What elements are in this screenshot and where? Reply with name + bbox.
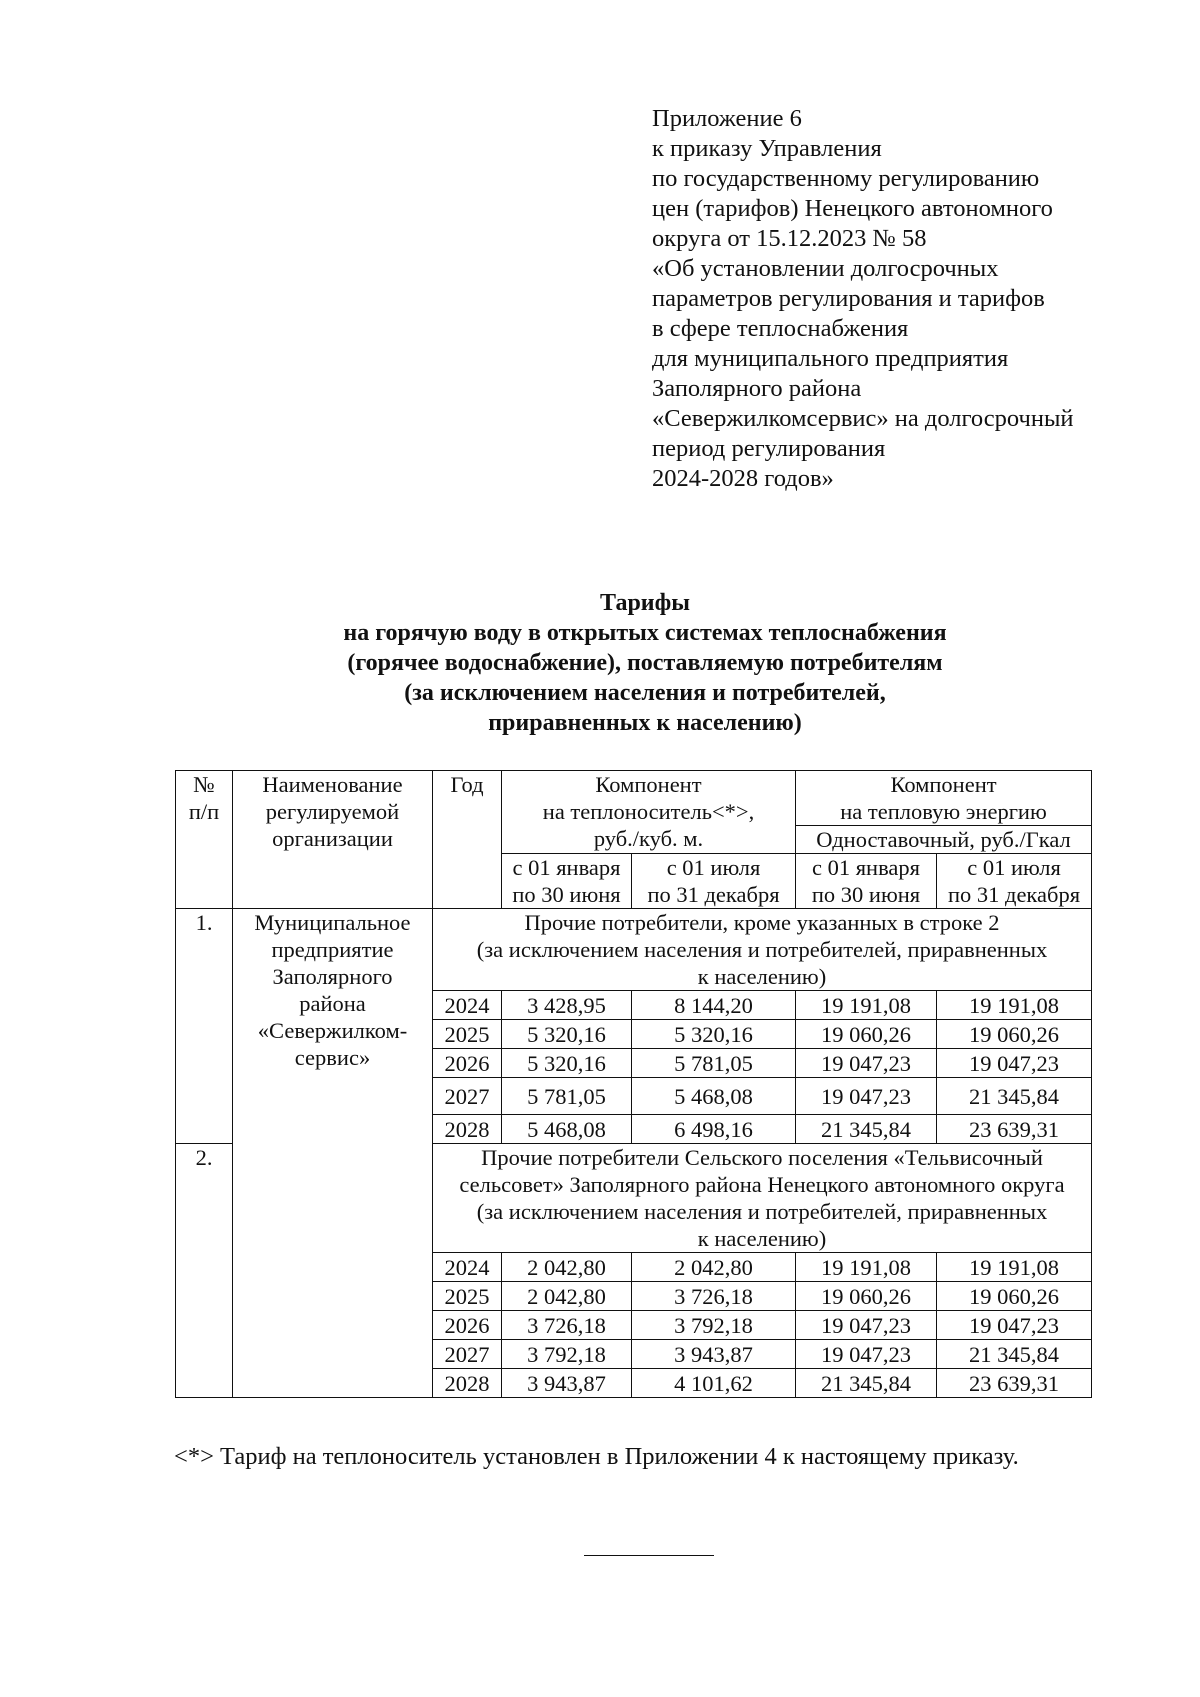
group-row <box>176 909 1092 991</box>
value-cell: 2 042,80 <box>502 1282 632 1311</box>
appendix-line: для муниципального предприятия <box>652 345 1009 372</box>
value-cell: 3 792,18 <box>502 1340 632 1369</box>
header-organization-cell <box>233 771 433 909</box>
appendix-line: «Об установлении долгосрочных <box>652 255 999 282</box>
value-cell: 23 639,31 <box>937 1115 1092 1144</box>
value-cell: 19 047,23 <box>937 1311 1092 1340</box>
value-cell: 19 047,23 <box>796 1311 937 1340</box>
value-cell: 5 320,16 <box>502 1020 632 1049</box>
value-cell: 5 781,05 <box>632 1049 796 1078</box>
appendix-line: параметров регулирования и тарифов <box>652 285 1045 312</box>
header-organization-line: Наименование <box>262 772 403 797</box>
period-line: по 31 декабря <box>947 882 1081 907</box>
end-divider <box>584 1555 714 1556</box>
value-cell: 6 498,16 <box>632 1115 796 1144</box>
description-line: сельсовет» Заполярного района Ненецкого автономного округа <box>459 1172 1065 1197</box>
title-line: Тарифы <box>600 590 690 616</box>
value-cell: 19 060,26 <box>796 1020 937 1049</box>
year-cell: 2027 <box>433 1340 502 1369</box>
value-cell: 3 943,87 <box>502 1369 632 1398</box>
value-cell: 2 042,80 <box>632 1253 796 1282</box>
description-line: к населению) <box>697 1226 827 1251</box>
year-cell: 2024 <box>433 1253 502 1282</box>
value-cell: 21 345,84 <box>796 1115 937 1144</box>
value-cell: 5 320,16 <box>632 1020 796 1049</box>
period-line: по 31 декабря <box>647 882 780 907</box>
value-cell: 8 144,20 <box>632 991 796 1020</box>
header-number-cell <box>176 771 233 909</box>
value-cell: 3 428,95 <box>502 991 632 1020</box>
value-cell: 5 468,08 <box>502 1115 632 1144</box>
year-cell: 2027 <box>433 1078 502 1115</box>
group-description-cell <box>433 1144 1092 1253</box>
period-line: с 01 января <box>512 855 621 880</box>
header-energy-line: Компонент <box>890 772 997 797</box>
value-cell: 19 047,23 <box>796 1340 937 1369</box>
appendix-line: по государственному регулированию <box>652 165 1040 192</box>
value-cell: 21 345,84 <box>796 1369 937 1398</box>
appendix-line: округа от 15.12.2023 № 58 <box>652 225 927 252</box>
group-number-cell: 1. <box>176 909 233 1144</box>
appendix-line: цен (тарифов) Ненецкого автономного <box>652 195 1053 222</box>
title-line: (за исключением населения и потребителей, <box>404 680 886 706</box>
year-cell: 2025 <box>433 1020 502 1049</box>
organization-name-cell <box>233 909 433 1398</box>
header-period-cell <box>937 854 1092 909</box>
title-line: (горячее водоснабжение), поставляемую потребителям <box>347 650 943 676</box>
period-line: с 01 января <box>811 855 921 880</box>
period-line: по 30 июня <box>512 882 621 907</box>
description-line: Прочие потребители Сельского поселения «Тельвисочный <box>481 1145 1043 1170</box>
footnote: <*> Тариф на теплоноситель установлен в Приложении 4 к настоящему приказу. <box>174 1443 1019 1470</box>
value-cell: 19 191,08 <box>937 1253 1092 1282</box>
year-cell: 2026 <box>433 1049 502 1078</box>
value-cell: 5 781,05 <box>502 1078 632 1115</box>
value-cell: 19 047,23 <box>796 1078 937 1115</box>
appendix-line: в сфере теплоснабжения <box>652 315 909 342</box>
document-title <box>140 588 1150 738</box>
header-energy-cell <box>796 771 1092 826</box>
description-line: к населению) <box>697 964 827 989</box>
period-line: с 01 июля <box>967 855 1061 880</box>
header-carrier-line: руб./куб. м. <box>593 826 704 851</box>
description-line: (за исключением населения и потребителей, приравненных <box>476 937 1048 962</box>
value-cell: 3 792,18 <box>632 1311 796 1340</box>
header-organization-line: регулируемой <box>265 799 400 824</box>
org-name-line: Заполярного <box>272 964 393 989</box>
value-cell: 2 042,80 <box>502 1253 632 1282</box>
value-cell: 19 047,23 <box>796 1049 937 1078</box>
year-cell: 2024 <box>433 991 502 1020</box>
org-name-line: Муниципальное <box>254 910 411 935</box>
appendix-line: Приложение 6 <box>652 105 802 132</box>
value-cell: 5 468,08 <box>632 1078 796 1115</box>
header-carrier-cell <box>502 771 796 854</box>
header-carrier-line: Компонент <box>595 772 702 797</box>
value-cell: 3 726,18 <box>502 1311 632 1340</box>
title-line: на горячую воду в открытых системах теплоснабжения <box>343 620 947 646</box>
header-carrier-line: на теплоноситель<*>, <box>542 799 755 824</box>
appendix-line: Заполярного района <box>652 375 862 402</box>
header-organization-line: организации <box>272 826 393 851</box>
header-year-cell: Год <box>433 771 502 909</box>
value-cell: 5 320,16 <box>502 1049 632 1078</box>
value-cell: 3 726,18 <box>632 1282 796 1311</box>
appendix-line: период регулирования <box>652 435 886 462</box>
value-cell: 3 943,87 <box>632 1340 796 1369</box>
title-line: приравненных к населению) <box>488 710 802 736</box>
appendix-line: «Севержилкомсервис» на долгосрочный <box>652 405 1074 432</box>
group-number-cell: 2. <box>176 1144 233 1398</box>
value-cell: 19 060,26 <box>796 1282 937 1311</box>
org-name-line: сервис» <box>294 1045 371 1070</box>
appendix-line: к приказу Управления <box>652 135 882 162</box>
value-cell: 19 060,26 <box>937 1020 1092 1049</box>
value-cell: 23 639,31 <box>937 1369 1092 1398</box>
appendix-line: 2024-2028 годов» <box>652 465 834 492</box>
value-cell: 19 047,23 <box>937 1049 1092 1078</box>
period-line: с 01 июля <box>666 855 761 880</box>
year-cell: 2026 <box>433 1311 502 1340</box>
header-number-line: п/п <box>188 799 220 824</box>
year-cell: 2028 <box>433 1115 502 1144</box>
org-name-line: района <box>299 991 366 1016</box>
header-energy-line: на тепловую энергию <box>840 799 1047 824</box>
org-name-line: предприятие <box>271 937 394 962</box>
description-line: Прочие потребители, кроме указанных в строке 2 <box>524 910 1000 935</box>
value-cell: 4 101,62 <box>632 1369 796 1398</box>
header-period-cell <box>796 854 937 909</box>
value-cell: 21 345,84 <box>937 1340 1092 1369</box>
year-cell: 2025 <box>433 1282 502 1311</box>
value-cell: 19 191,08 <box>937 991 1092 1020</box>
appendix-header <box>652 104 1192 494</box>
value-cell: 21 345,84 <box>937 1078 1092 1115</box>
header-period-cell <box>632 854 796 909</box>
header-number-line: № <box>193 772 215 797</box>
group-description-cell <box>433 909 1092 991</box>
org-name-line: «Севержилком- <box>257 1018 408 1043</box>
description-line: (за исключением населения и потребителей, приравненных <box>476 1199 1048 1224</box>
value-cell: 19 191,08 <box>796 1253 937 1282</box>
tariff-table <box>175 770 1092 1398</box>
header-energy-sub-cell: Одноставочный, руб./Гкал <box>796 826 1092 854</box>
header-period-cell <box>502 854 632 909</box>
period-line: по 30 июня <box>811 882 921 907</box>
value-cell: 19 060,26 <box>937 1282 1092 1311</box>
year-cell: 2028 <box>433 1369 502 1398</box>
value-cell: 19 191,08 <box>796 991 937 1020</box>
